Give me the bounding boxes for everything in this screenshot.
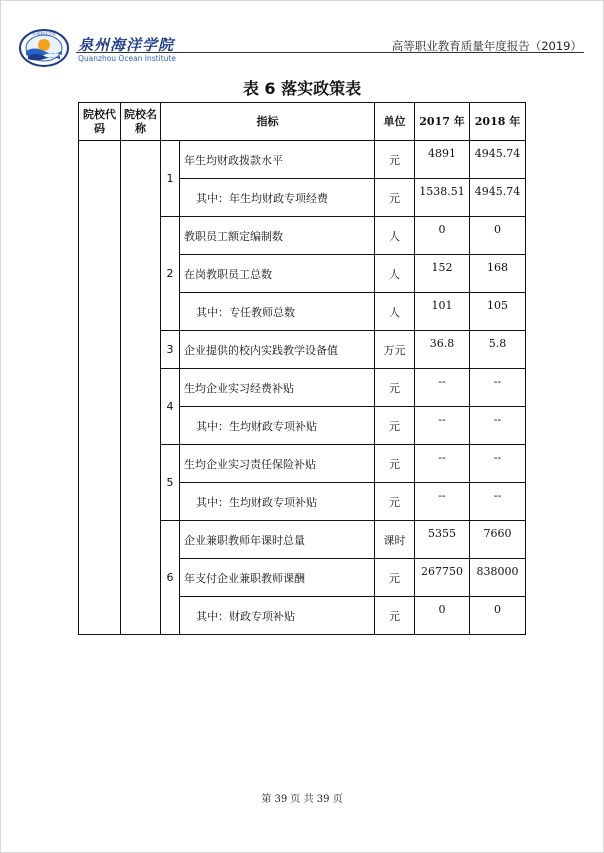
school-logo-icon bbox=[18, 28, 70, 68]
value-2017-cell: 0 bbox=[415, 597, 470, 635]
header-indicator: 指标 bbox=[161, 103, 375, 141]
school-code-cell bbox=[79, 141, 121, 635]
value-2017-cell: -- bbox=[415, 445, 470, 483]
value-2017-cell: -- bbox=[415, 483, 470, 521]
indicator-cell: 其中：专任教师总数 bbox=[180, 293, 375, 331]
unit-cell: 元 bbox=[375, 369, 415, 407]
report-title: 高等职业教育质量年度报告（2019） bbox=[391, 39, 582, 53]
value-2017-cell: -- bbox=[415, 407, 470, 445]
group-number: 1 bbox=[161, 141, 180, 217]
unit-cell: 人 bbox=[375, 293, 415, 331]
group-number: 3 bbox=[161, 331, 180, 369]
page-footer: 第 39 页 共 39 页 bbox=[261, 794, 343, 805]
school-name-cn: 泉州海洋学院 bbox=[78, 36, 175, 54]
table-row bbox=[79, 141, 526, 179]
value-2018-cell: 4945.74 bbox=[470, 141, 526, 179]
value-2018-cell: -- bbox=[470, 445, 526, 483]
group-number: 5 bbox=[161, 445, 180, 521]
indicator-cell: 企业提供的校内实践教学设备值 bbox=[180, 331, 375, 369]
table-header-row bbox=[79, 103, 526, 141]
value-2018-cell: 0 bbox=[470, 217, 526, 255]
unit-cell: 课时 bbox=[375, 521, 415, 559]
header-unit: 单位 bbox=[375, 103, 415, 141]
indicator-cell: 其中：年生均财政专项经费 bbox=[180, 179, 375, 217]
value-2018-cell: -- bbox=[470, 369, 526, 407]
page-header bbox=[18, 28, 586, 68]
value-2018-cell: 105 bbox=[470, 293, 526, 331]
indicator-cell: 其中：财政专项补贴 bbox=[180, 597, 375, 635]
indicator-cell: 在岗教职员工总数 bbox=[180, 255, 375, 293]
value-2018-cell: 838000 bbox=[470, 559, 526, 597]
value-2018-cell: -- bbox=[470, 407, 526, 445]
unit-cell: 元 bbox=[375, 445, 415, 483]
table-title: 表 6 落实政策表 bbox=[242, 79, 362, 98]
indicator-cell: 其中：生均财政专项补贴 bbox=[180, 483, 375, 521]
group-number: 6 bbox=[161, 521, 180, 635]
value-2018-cell: 0 bbox=[470, 597, 526, 635]
value-2018-cell: -- bbox=[470, 483, 526, 521]
unit-cell: 人 bbox=[375, 255, 415, 293]
unit-cell: 万元 bbox=[375, 331, 415, 369]
school-name-en: Quanzhou Ocean Institute bbox=[78, 54, 176, 63]
group-number: 4 bbox=[161, 369, 180, 445]
header-2017: 2017 年 bbox=[415, 103, 470, 141]
indicator-cell: 企业兼职教师年课时总量 bbox=[180, 521, 375, 559]
indicator-cell: 生均企业实习经费补贴 bbox=[180, 369, 375, 407]
group-number: 2 bbox=[161, 217, 180, 331]
header-code: 院校代码 bbox=[79, 103, 121, 141]
value-2017-cell: 101 bbox=[415, 293, 470, 331]
unit-cell: 元 bbox=[375, 559, 415, 597]
value-2018-cell: 168 bbox=[470, 255, 526, 293]
value-2017-cell: 36.8 bbox=[415, 331, 470, 369]
value-2017-cell: 1538.51 bbox=[415, 179, 470, 217]
value-2017-cell: 4891 bbox=[415, 141, 470, 179]
unit-cell: 元 bbox=[375, 407, 415, 445]
logo-ring-text: 泉州海洋学院 bbox=[32, 31, 56, 36]
header-name: 院校名称 bbox=[121, 103, 161, 141]
indicator-cell: 生均企业实习责任保险补贴 bbox=[180, 445, 375, 483]
school-name-cell bbox=[121, 141, 161, 635]
unit-cell: 元 bbox=[375, 179, 415, 217]
value-2017-cell: 267750 bbox=[415, 559, 470, 597]
value-2017-cell: 152 bbox=[415, 255, 470, 293]
value-2017-cell: 5355 bbox=[415, 521, 470, 559]
value-2018-cell: 5.8 bbox=[470, 331, 526, 369]
header-2018: 2018 年 bbox=[470, 103, 526, 141]
unit-cell: 元 bbox=[375, 597, 415, 635]
unit-cell: 元 bbox=[375, 141, 415, 179]
value-2018-cell: 7660 bbox=[470, 521, 526, 559]
value-2017-cell: -- bbox=[415, 369, 470, 407]
indicator-cell: 其中：生均财政专项补贴 bbox=[180, 407, 375, 445]
indicator-cell: 年生均财政拨款水平 bbox=[180, 141, 375, 179]
policy-table bbox=[78, 102, 526, 635]
value-2017-cell: 0 bbox=[415, 217, 470, 255]
unit-cell: 人 bbox=[375, 217, 415, 255]
value-2018-cell: 4945.74 bbox=[470, 179, 526, 217]
indicator-cell: 教职员工额定编制数 bbox=[180, 217, 375, 255]
unit-cell: 元 bbox=[375, 483, 415, 521]
header-rule bbox=[76, 52, 584, 53]
indicator-cell: 年支付企业兼职教师课酬 bbox=[180, 559, 375, 597]
